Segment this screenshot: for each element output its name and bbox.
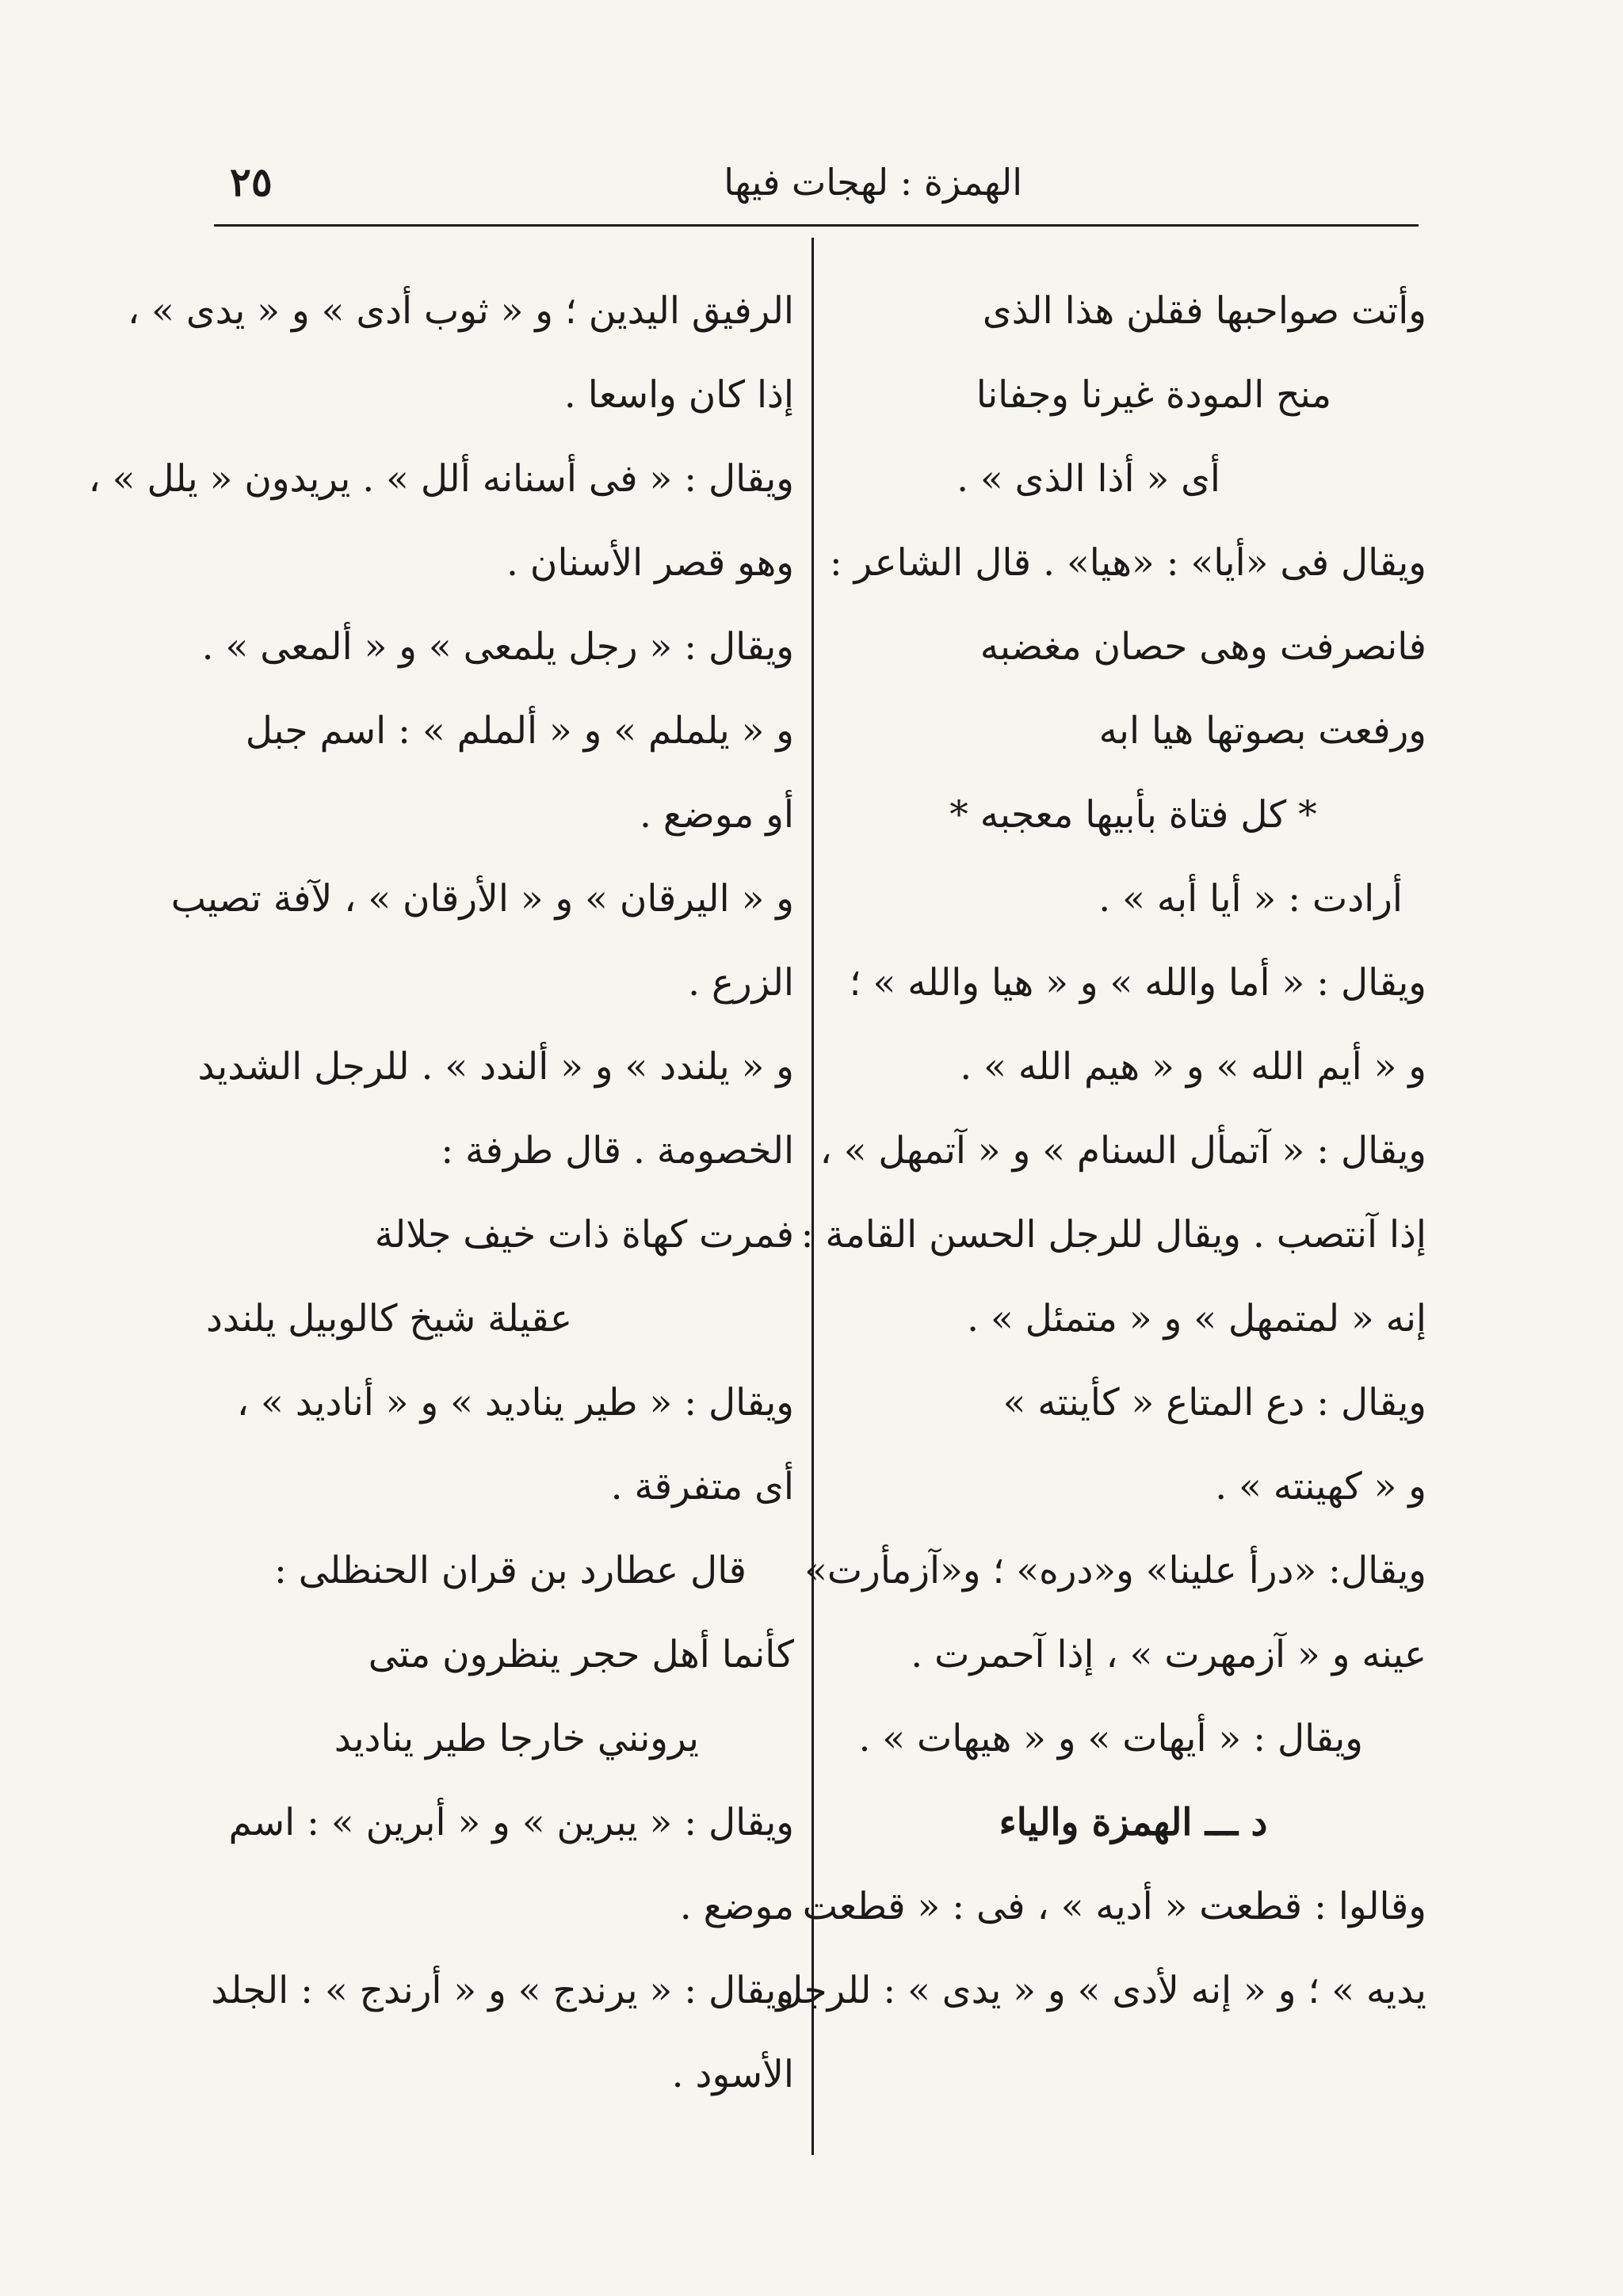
text-line: وقالوا : قطعت « أديه » ، فى : « قطعت — [802, 1885, 1426, 1928]
text-line: أى متفرقة . — [610, 1465, 794, 1508]
text-line: الرفيق اليدين ؛ و « ثوب أدى » و « يدى » ، — [128, 289, 794, 333]
page-header — [214, 151, 1419, 214]
text-line: عقيلة شيخ كالوبيل يلندد — [205, 1297, 572, 1341]
right-column — [775, 269, 1426, 2033]
text-line: عينه و « آزمهرت » ، إذا آحمرت . — [911, 1633, 1426, 1676]
left-column — [88, 269, 794, 2117]
text-line: ويقال : « أيهات » و « هيهات » . — [858, 1717, 1363, 1760]
text-line: و « اليرقان » و « الأرقان » ، لآفة تصيب — [170, 877, 794, 921]
text-line: إنه « لمتمهل » و « متمئل » . — [967, 1297, 1426, 1341]
text-line: ورفعت بصوتها هيا ابه — [1098, 709, 1426, 753]
text-line: و « يلملم » و « ألملم » : اسم جبل — [245, 709, 794, 753]
header-rule — [214, 224, 1419, 227]
text-line: الأسود . — [671, 2053, 794, 2096]
text-line: وهو قصر الأسنان . — [506, 541, 794, 585]
section-heading: د ـــ الهمزة والياء — [999, 1801, 1268, 1844]
text-line: الزرع . — [688, 961, 794, 1005]
text-line: وأتت صواحبها فقلن هذا الذى — [982, 289, 1426, 333]
text-line: فانصرفت وهى حصان مغضبه — [980, 625, 1426, 669]
text-line: ويقال : « طير يناديد » و « أناديد » ، — [236, 1381, 794, 1425]
running-title: الهمزة : لهجات فيها — [724, 161, 1022, 204]
text-line: كأنما أهل حجر ينظرون متى — [368, 1633, 794, 1676]
text-line: ويقال : « رجل يلمعى » و « ألمعى » . — [201, 625, 794, 669]
text-line: ويقال : دع المتاع « كأينته » — [1002, 1381, 1426, 1425]
text-line: يديه » ؛ و « إنه لأدى » و « يدى » : للرجل — [775, 1969, 1426, 2012]
text-line: و « يلندد » و « ألندد » . للرجل الشديد — [197, 1045, 794, 1089]
text-line: قال عطارد بن قران الحنظلى : — [273, 1549, 747, 1592]
text-line: * كل فتاة بأبيها معجبه * — [949, 793, 1317, 837]
text-line: يرونني خارجا طير يناديد — [334, 1717, 699, 1760]
text-line: و « أيم الله » و « هيم الله » . — [960, 1045, 1426, 1089]
text-line: الخصومة . قال طرفة : — [441, 1129, 794, 1173]
page-number: ٢٥ — [230, 158, 273, 205]
text-line: أرادت : « أيا أبه » . — [1098, 877, 1403, 921]
text-line: ويقال: «درأ علينا» و«دره» ؛ و«آزمأرت» — [804, 1549, 1426, 1592]
text-line: ويقال : « فى أسنانه ألل » . يريدون « يلل » ، — [88, 457, 794, 501]
text-line: أو موضع . — [640, 793, 794, 837]
text-line: إذا آنتصب . ويقال للرجل الحسن القامة : — [800, 1213, 1426, 1257]
text-line: موضع . — [679, 1885, 794, 1928]
text-line: ويقال : « آتمأل السنام » و « آتمهل » ، — [819, 1129, 1426, 1173]
text-line: أى « أذا الذى » . — [957, 457, 1220, 501]
text-line: ويقال : « أما والله » و « هيا والله » ؛ — [849, 961, 1426, 1005]
text-line: ويقال : « يبرين » و « أبرين » : اسم — [228, 1801, 794, 1844]
text-line: ويقال فى «أيا» : «هيا» . قال الشاعر : — [829, 541, 1426, 585]
text-line: فمرت كهاة ذات خيف جلالة — [374, 1213, 794, 1257]
text-line: ويقال : « يرندج » و « أرندج » : الجلد — [211, 1969, 794, 2012]
text-line: و « كهينته » . — [1215, 1465, 1426, 1508]
text-line: إذا كان واسعا . — [563, 373, 794, 417]
text-line: منح المودة غيرنا وجفانا — [976, 373, 1331, 417]
